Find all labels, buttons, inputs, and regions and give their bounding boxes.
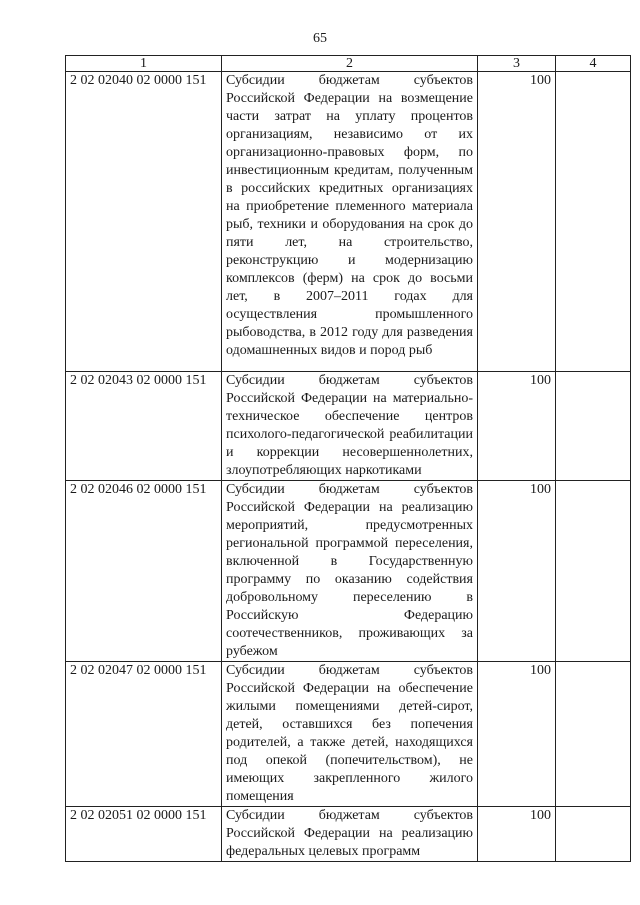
column-header-2: 2 (222, 56, 478, 72)
column-4-cell (556, 807, 631, 862)
amount-cell: 100 (478, 481, 556, 662)
classification-code: 2 02 02051 02 0000 151 (66, 807, 222, 862)
column-header-1: 1 (66, 56, 222, 72)
table-row (66, 72, 631, 372)
subsidy-description: Субсидии бюджетам субъектов Российской Федерации на реализацию федеральных целевых программ (222, 807, 478, 862)
column-header-3: 3 (478, 56, 556, 72)
column-4-cell (556, 72, 631, 372)
table-header-row (66, 56, 631, 72)
budget-table (65, 55, 631, 862)
amount-cell: 100 (478, 807, 556, 862)
subsidy-description: Субсидии бюджетам субъектов Российской Федерации на материально-техническое обеспечение центров психолого-педагогической реабилитации и коррекции несовершеннолетних, злоупотребляющих наркотиками (222, 372, 478, 481)
table-row (66, 372, 631, 481)
amount-cell: 100 (478, 72, 556, 372)
column-header-4: 4 (556, 56, 631, 72)
classification-code: 2 02 02046 02 0000 151 (66, 481, 222, 662)
column-4-cell (556, 662, 631, 807)
table-row (66, 481, 631, 662)
subsidy-description: Субсидии бюджетам субъектов Российской Федерации на обеспечение жилыми помещениями детей-сирот, детей, оставшихся без попечения родителей, а также детей, находящихся под опекой (попечительством), не имеющих закрепленного жилого помещения (222, 662, 478, 807)
classification-code: 2 02 02040 02 0000 151 (66, 72, 222, 372)
column-4-cell (556, 481, 631, 662)
subsidy-description: Субсидии бюджетам субъектов Российской Федерации на реализацию мероприятий, предусмотренных региональной программой переселения, включенной в Государственную программу по оказанию содействия добровольному переселению в Российскую Федерацию соотечественников, проживающих за рубежом (222, 481, 478, 662)
page-number: 65 (313, 31, 327, 46)
table-row (66, 662, 631, 807)
column-4-cell (556, 372, 631, 481)
amount-cell: 100 (478, 662, 556, 807)
amount-cell: 100 (478, 372, 556, 481)
subsidy-description: Субсидии бюджетам субъектов Российской Федерации на возмещение части затрат на уплату процентов организациям, независимо от их организационно-правовых форм, по инвестиционным кредитам, полученным в российских кредитных организациях на приобретение племенного материала рыб, техники и оборудования на срок до пяти лет, на строительство, реконструкцию и модернизацию комплексов (ферм) на срок до восьми лет, в 2007–2011 годах для осуществления промышленного рыбоводства, в 2012 году для разведения одомашненных видов и пород рыб (222, 72, 478, 372)
classification-code: 2 02 02047 02 0000 151 (66, 662, 222, 807)
table-row (66, 807, 631, 862)
classification-code: 2 02 02043 02 0000 151 (66, 372, 222, 481)
